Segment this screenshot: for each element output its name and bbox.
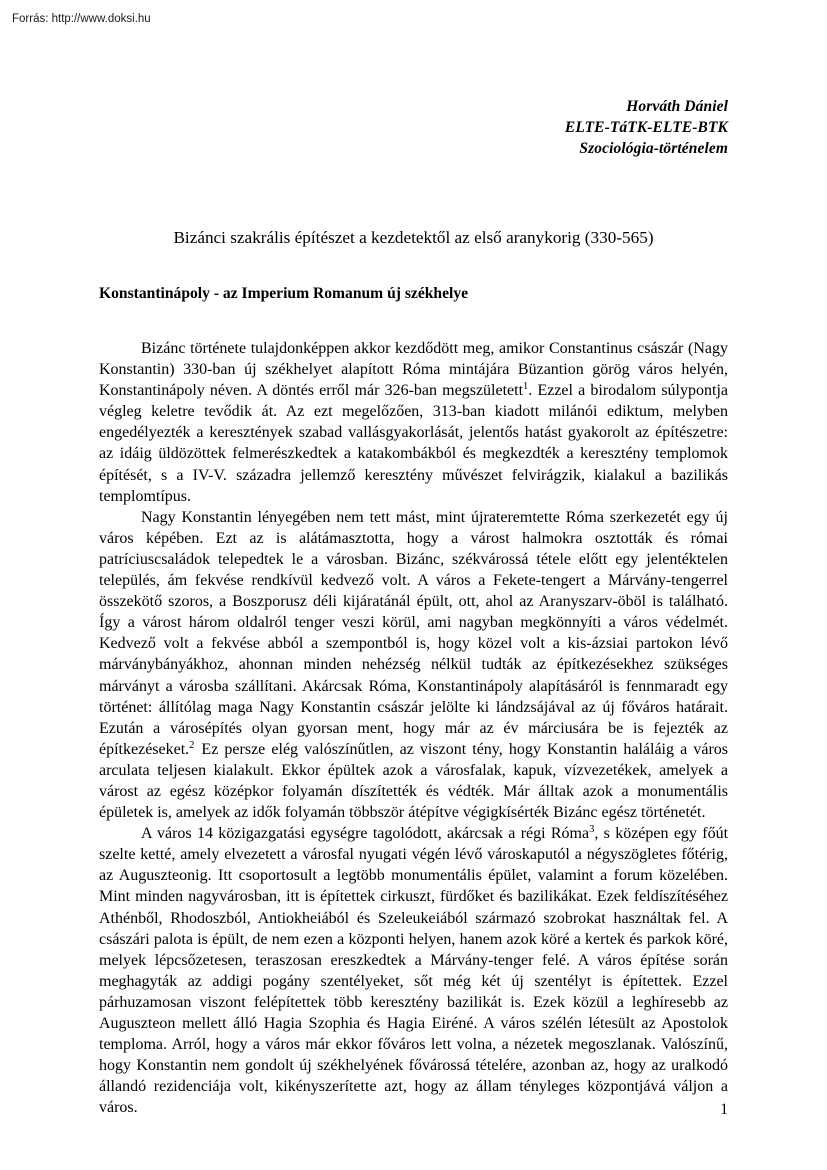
footnote-marker-2[interactable]: 2 [189,739,195,751]
paragraph-1-text-b: . Ezzel a birodalom súlypontja végleg keletre tevődik át. Az ezt megelőzően, 313-ban kiadott milánói ediktum, melyben engedélyezték a keresztények szabad vallásgyakorlását, jelentős hatást gyakorolt az építészetre: az idáig üldözöttek felmerészkedtek a katakombákból és megkezdték a keresztény templomok építését, s a IV-V. századra jellemző keresztény művészet felvirágzik, kialakul a bazilikás templomtípus. [99,382,728,505]
author-affiliation-block [99,96,728,159]
paragraph-2-text-a: Nagy Konstantin lényegében nem tett mást, mint újrateremtette Róma szerkezetét egy új város képében. Ezt az is alátámasztotta, hogy a várost halmokra osztották és római patríciuscsaládok telepedtek le a városban. Bizánc, székvárossá tétele előtt egy jelentéktelen település, ám fekvése rendkívül kedvező volt. A város a Fekete-tengert a Márvány-tengerrel összekötő szoros, a Boszporusz déli kijáratánál épült, ott, ahol az Aranyszarv-öböl is található. Így a várost három oldalról tenger veszi körül, ami nagyban megkönnyíti a város védelmét. Kedvező volt a fekvése abból a szempontból is, hogy közel volt a kis-ázsiai partokon lévő márványbányákhoz, ahonnan minden nehézség nélkül tudták az építkezésekhez szükséges márványt a városba szállítani. Akárcsak Róma, Konstantinápoly alapításáról is fennmaradt egy történet: állítólag maga Nagy Konstantin császár jelölte ki lándzsájával az új főváros határait. Ezután a városépítés olyan gyorsan ment, hogy már az év márciusára be is fejezték az építkezéseket. [99,508,728,758]
page-title: Bizánci szakrális építészet a kezdetektől az első aranykorig (330-565) [173,228,654,247]
paragraph-1-text-a: Bizánc története tulajdonképpen akkor kezdődött meg, amikor Constantinus császár (Nagy Konstantin) 330-ban új székhelyet alapított Róma mintájára Büzantion görög város helyén, Konstantinápoly néven. A döntés erről már 326-ban megszületett [99,340,728,400]
document-content [99,96,729,1117]
paragraph-3-text-a: A város 14 közigazgatási egységre tagolódott, akárcsak a régi Róma [141,825,590,843]
author-program: Szociológia-történelem [579,140,728,157]
paragraph-3 [99,823,728,1118]
author-name: Horváth Dániel [626,98,728,115]
footnote-marker-3[interactable]: 3 [589,824,595,836]
body-text [99,338,728,1118]
footnote-marker-1[interactable]: 1 [523,381,529,393]
author-institution: ELTE-TáTK-ELTE-BTK [564,119,728,136]
paragraph-2 [99,507,728,823]
source-watermark: Forrás: http://www.doksi.hu [12,13,151,25]
paragraph-2-text-b: Ez persze elég valószínűtlen, az viszont tény, hogy Konstantin haláláig a város arculata teljesen kialakult. Ekkor épültek azok a városfalak, kapuk, vízvezetékek, amelyek a várost az egész középkor folyamán díszítették és védték. Már álltak azok a monumentális épületek is, amelyek az idők folyamán többször átépítve végigkísérték Bizánc egész történetét. [99,740,728,822]
paragraph-1 [99,338,728,507]
section-heading: Konstantinápoly - az Imperium Romanum új székhelye [99,285,469,302]
page-number: 1 [720,1101,728,1118]
paragraph-3-text-b: , s középen egy főút szelte ketté, amely elvezetett a városfal nyugati végén lévő városkaputól a négyszögletes főtérig, az Auguszteonig. Itt csoportosult a legtöbb monumentális épület, valamint a forum közelében. Mint minden nagyvárosban, itt is építettek cirkuszt, fürdőket és bazilikákat. Ezek feldíszítéséhez Athénből, Rhodoszból, Antiokheiából és Szeleukeiából származó szobrokat használtak fel. A császári palota is épült, de nem ezen a központi helyen, hanem azok köré a kertek és parkok köré, melyek lépcsőzetesen, teraszosan ereszkedtek a Márvány-tenger felé. A város építése során meghagyták az addigi pogány szentélyeket, sőt még két új szentélyt is építettek. Ezzel párhuzamosan viszont felépítettek több keresztény bazilikát is. Ezek közül a leghíresebb az Auguszteon mellett álló Hagia Szophia és Hagia Eiréné. A város szélén létesült az Apostolok temploma. Arról, hogy a város már ekkor főváros lett volna, a nézetek megoszlanak. Valószínű, hogy Konstantin nem gondolt új székhelyének fővárossá tételére, azonban az, hogy az uralkodó állandó rezidenciája volt, kikényszerítette azt, hogy az állam tényleges központjává váljon a város. [99,825,729,1117]
